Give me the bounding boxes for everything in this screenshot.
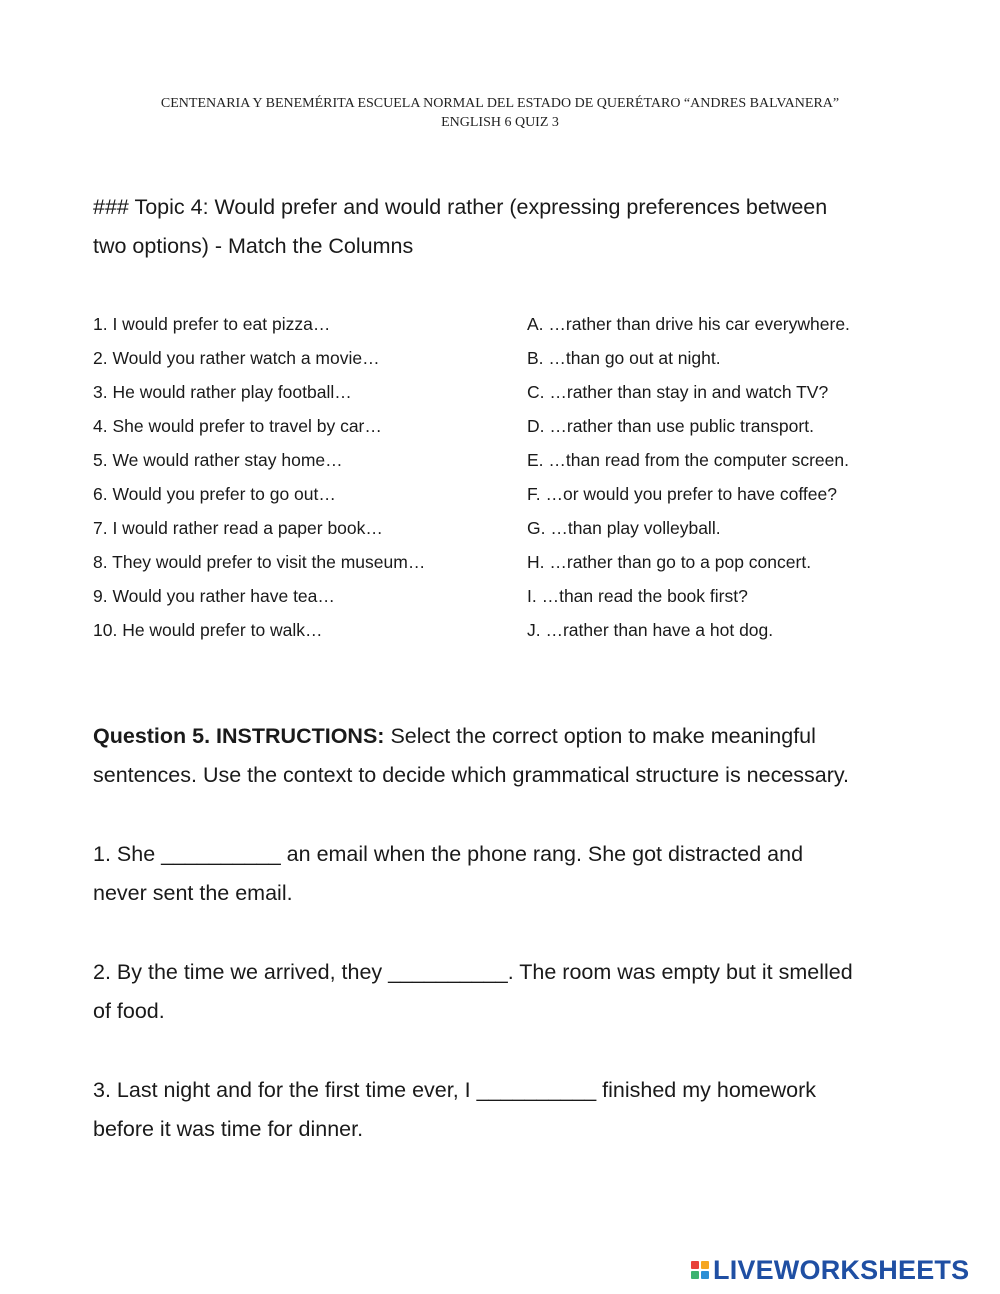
logo-block-icon <box>691 1271 699 1279</box>
topic-line-2: two options) - Match the Columns <box>93 234 414 258</box>
exercise-item-1 <box>93 835 923 913</box>
match-left-item: 6. Would you prefer to go out… <box>93 484 336 504</box>
exercise-item-2-line-1: 2. By the time we arrived, they __________. The room was empty but it smelled <box>93 960 853 984</box>
exercise-item-2-line-2: of food. <box>93 999 165 1023</box>
match-right-item: I. …than read the book first? <box>527 586 748 606</box>
header-institution: CENTENARIA Y BENEMÉRITA ESCUELA NORMAL DEL ESTADO DE QUERÉTARO “ANDRES BALVANERA” <box>160 96 840 111</box>
match-right-item: F. …or would you prefer to have coffee? <box>527 484 837 504</box>
match-right-item: C. …rather than stay in and watch TV? <box>527 382 829 402</box>
match-right-item: H. …rather than go to a pop concert. <box>527 552 812 572</box>
match-row <box>93 344 913 378</box>
liveworksheets-logo <box>691 1252 969 1288</box>
match-left-item: 8. They would prefer to visit the museum… <box>93 552 426 572</box>
exercise-item-1-line-1: 1. She __________ an email when the phone rang. She got distracted and <box>93 842 804 866</box>
logo-block-icon <box>701 1271 709 1279</box>
document-header <box>0 94 1000 132</box>
topic-heading <box>93 188 913 266</box>
match-left-item: 2. Would you rather watch a movie… <box>93 348 380 368</box>
question-5-instructions <box>93 717 923 795</box>
match-row <box>93 514 913 548</box>
logo-blocks-icon <box>691 1261 709 1279</box>
topic-line-1: ### Topic 4: Would prefer and would rather (expressing preferences between <box>93 195 828 219</box>
match-row <box>93 378 913 412</box>
question-5-text-2: sentences. Use the context to decide which grammatical structure is necessary. <box>93 763 850 787</box>
logo-text: LIVEWORKSHEETS <box>713 1255 970 1285</box>
logo-block-icon <box>691 1261 699 1269</box>
match-left-item: 7. I would rather read a paper book… <box>93 518 383 538</box>
match-row <box>93 616 913 650</box>
match-row <box>93 480 913 514</box>
match-row <box>93 310 913 344</box>
match-left-item: 4. She would prefer to travel by car… <box>93 416 382 436</box>
match-columns <box>93 310 913 650</box>
exercise-item-2 <box>93 953 923 1031</box>
exercise-item-1-line-2: never sent the email. <box>93 881 293 905</box>
match-right-item: D. …rather than use public transport. <box>527 416 814 436</box>
question-5-label: Question 5. INSTRUCTIONS: <box>93 724 385 748</box>
match-right-item: E. …than read from the computer screen. <box>527 450 849 470</box>
match-row <box>93 548 913 582</box>
match-left-item: 3. He would rather play football… <box>93 382 352 402</box>
match-left-item: 5. We would rather stay home… <box>93 450 343 470</box>
header-course: ENGLISH 6 QUIZ 3 <box>441 115 559 130</box>
match-right-item: B. …than go out at night. <box>527 348 721 368</box>
match-right-item: A. …rather than drive his car everywhere. <box>527 314 850 334</box>
logo-block-icon <box>701 1261 709 1269</box>
match-row <box>93 582 913 616</box>
exercise-item-3-line-2: before it was time for dinner. <box>93 1117 364 1141</box>
match-left-item: 9. Would you rather have tea… <box>93 586 335 606</box>
question-5-text-1: Select the correct option to make meaningful <box>384 724 816 748</box>
exercise-item-3-line-1: 3. Last night and for the first time ever, I __________ finished my homework <box>93 1078 817 1102</box>
match-left-item: 1. I would prefer to eat pizza… <box>93 314 331 334</box>
match-row <box>93 446 913 480</box>
match-row <box>93 412 913 446</box>
match-right-item: J. …rather than have a hot dog. <box>527 620 774 640</box>
match-right-item: G. …than play volleyball. <box>527 518 721 538</box>
match-left-item: 10. He would prefer to walk… <box>93 620 323 640</box>
exercise-item-3 <box>93 1071 923 1149</box>
